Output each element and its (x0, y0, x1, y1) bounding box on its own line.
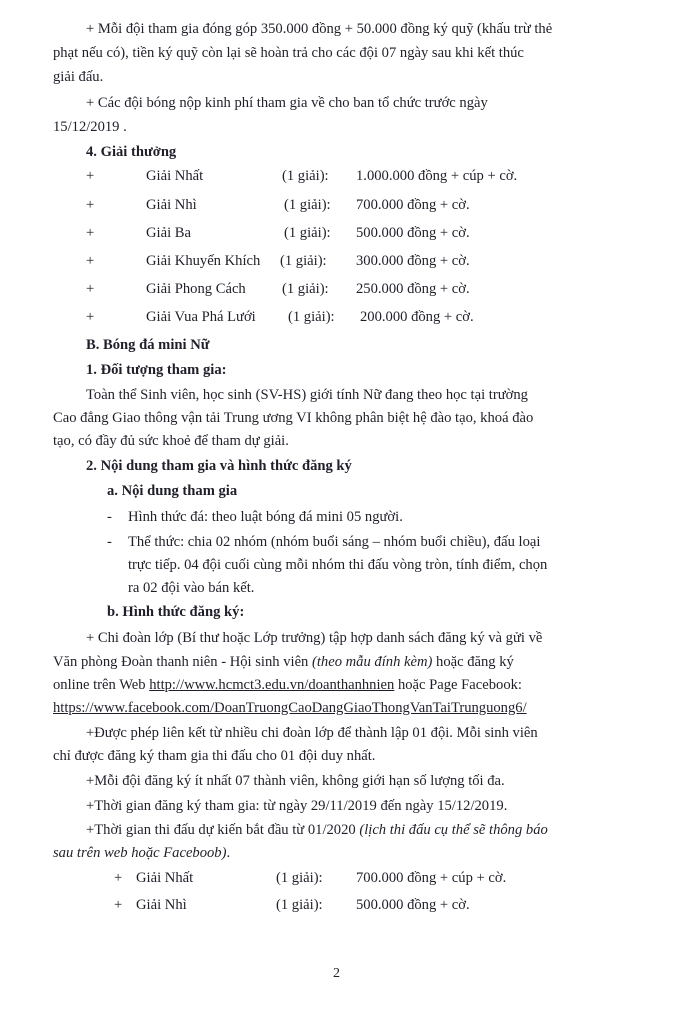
prize-name: Giải Phong Cách (146, 281, 246, 297)
fee-line-3: giải đấu. (53, 69, 104, 85)
registration-text: hoặc đăng ký (432, 654, 514, 670)
prize-row (0, 870, 700, 894)
bullet-dash: - (107, 534, 112, 550)
prize-amount: 500.000 đồng + cờ. (356, 897, 470, 913)
deadline-line-1: + Các đội bóng nộp kinh phí tham gia về cho ban tổ chức trước ngày (86, 95, 488, 111)
prize-bullet: + (114, 870, 123, 886)
prize-amount: 250.000 đồng + cờ. (356, 281, 470, 297)
prize-amount: 500.000 đồng + cờ. (356, 225, 470, 241)
prize-quantity: (1 giải): (282, 281, 329, 297)
prize-row (0, 225, 700, 249)
prize-quantity: (1 giải): (282, 168, 329, 184)
prize-name: Giải Vua Phá Lưới (146, 309, 256, 325)
facebook-link[interactable]: https://www.facebook.com/DoanTruongCaoDangGiaoThongVanTaiTrunguong6/ (53, 700, 527, 716)
prize-amount: 700.000 đồng + cờ. (356, 197, 470, 213)
schedule-line-1 (86, 822, 548, 839)
registration-text: hoặc Page Facebook: (394, 677, 522, 693)
prize-name: Giải Nhì (136, 897, 187, 913)
prize-quantity: (1 giải): (284, 197, 331, 213)
prize-bullet: + (114, 897, 123, 913)
prize-amount: 300.000 đồng + cờ. (356, 253, 470, 269)
prize-quantity: (1 giải): (276, 870, 323, 886)
subsection-a-heading: a. Nội dung tham gia (107, 483, 238, 499)
prize-quantity: (1 giải): (276, 897, 323, 913)
bullet-dash: - (107, 509, 112, 525)
bullet-format-line-1: Thể thức: chia 02 nhóm (nhóm buổi sáng – nhóm buổi chiều), đấu loại (128, 534, 541, 550)
deadline-line-2: 15/12/2019 . (53, 119, 127, 135)
schedule-line-2 (53, 845, 230, 862)
fee-line-1: + Mỗi đội tham gia đóng góp 350.000 đồng + 50.000 đồng ký quỹ (khấu trừ thẻ (86, 21, 553, 37)
prize-quantity: (1 giải): (284, 225, 331, 241)
registration-form-note: (theo mẫu đính kèm) (312, 654, 433, 670)
prize-amount: 700.000 đồng + cúp + cờ. (356, 870, 507, 886)
members-line: +Mỗi đội đăng ký ít nhất 07 thành viên, không giới hạn số lượng tối đa. (86, 773, 505, 789)
schedule-text: +Thời gian thi đấu dự kiến bắt đầu từ 01/2020 (86, 822, 360, 838)
prize-name: Giải Nhất (136, 870, 194, 886)
registration-text: Văn phòng Đoàn thanh niên - Hội sinh viên (53, 654, 312, 670)
prize-bullet: + (86, 168, 95, 184)
prize-bullet: + (86, 225, 95, 241)
bullet-format-line-2: trực tiếp. 04 đội cuối cùng mỗi nhóm thi đấu vòng tròn, tính điểm, chọn (128, 557, 548, 573)
fee-line-2: phạt nếu có), tiền ký quỹ còn lại sẽ hoàn trả cho các đội 07 ngày sau khi kết thúc (53, 45, 524, 61)
prize-row (0, 168, 700, 192)
link-teams-line-2: chỉ được đăng ký tham gia thi đấu cho 01 đội duy nhất. (53, 748, 376, 764)
prize-name: Giải Ba (146, 225, 191, 241)
prize-row (0, 197, 700, 221)
registration-text: online trên Web (53, 677, 150, 693)
prize-row (0, 281, 700, 305)
section-b-heading: B. Bóng đá mini Nữ (86, 337, 210, 353)
prize-row (0, 897, 700, 921)
prize-row (0, 253, 700, 277)
page-number: 2 (333, 966, 340, 981)
prize-amount: 1.000.000 đồng + cúp + cờ. (356, 168, 518, 184)
prize-bullet: + (86, 197, 95, 213)
registration-time-line: +Thời gian đăng ký tham gia: từ ngày 29/11/2019 đến ngày 15/12/2019. (86, 798, 508, 814)
prize-name: Giải Khuyến Khích (146, 253, 261, 269)
prize-name: Giải Nhì (146, 197, 197, 213)
registration-line-2 (53, 654, 514, 671)
prize-row (0, 309, 700, 333)
target-line-2: Cao đẳng Giao thông vận tải Trung ương VI không phân biệt hệ đào tạo, khoá đào (53, 410, 534, 426)
website-link[interactable]: http://www.hcmct3.edu.vn/doanthanhnien (149, 677, 395, 693)
target-line-3: tạo, có đầy đủ sức khoẻ để tham dự giải. (53, 433, 289, 449)
prize-amount: 200.000 đồng + cờ. (360, 309, 474, 325)
prize-bullet: + (86, 309, 95, 325)
target-line-1: Toàn thể Sinh viên, học sinh (SV-HS) giới tính Nữ đang theo học tại trường (86, 387, 528, 403)
prize-quantity: (1 giải): (280, 253, 327, 269)
prize-bullet: + (86, 281, 95, 297)
schedule-text: . (226, 845, 231, 861)
prize-bullet: + (86, 253, 95, 269)
section-1-heading: 1. Đối tượng tham gia: (86, 362, 227, 378)
prize-name: Giải Nhất (146, 168, 204, 184)
bullet-form-text: Hình thức đá: theo luật bóng đá mini 05 người. (128, 509, 403, 525)
section-4-heading: 4. Giải thưởng (86, 144, 177, 160)
schedule-note: (lịch thi đấu cụ thể sẽ thông báo (359, 822, 548, 838)
schedule-note: sau trên web hoặc Faceboob) (53, 845, 227, 861)
subsection-b-heading: b. Hình thức đăng ký: (107, 604, 245, 620)
link-teams-line-1: +Được phép liên kết từ nhiều chi đoàn lớp để thành lập 01 đội. Mỗi sinh viên (86, 725, 538, 741)
section-2-heading: 2. Nội dung tham gia và hình thức đăng ký (86, 458, 352, 474)
prize-quantity: (1 giải): (288, 309, 335, 325)
bullet-format-line-3: ra 02 đội vào bán kết. (128, 580, 255, 596)
registration-line-3 (53, 677, 522, 694)
registration-line-1: + Chi đoàn lớp (Bí thư hoặc Lớp trưởng) tập hợp danh sách đăng ký và gửi về (86, 630, 543, 646)
